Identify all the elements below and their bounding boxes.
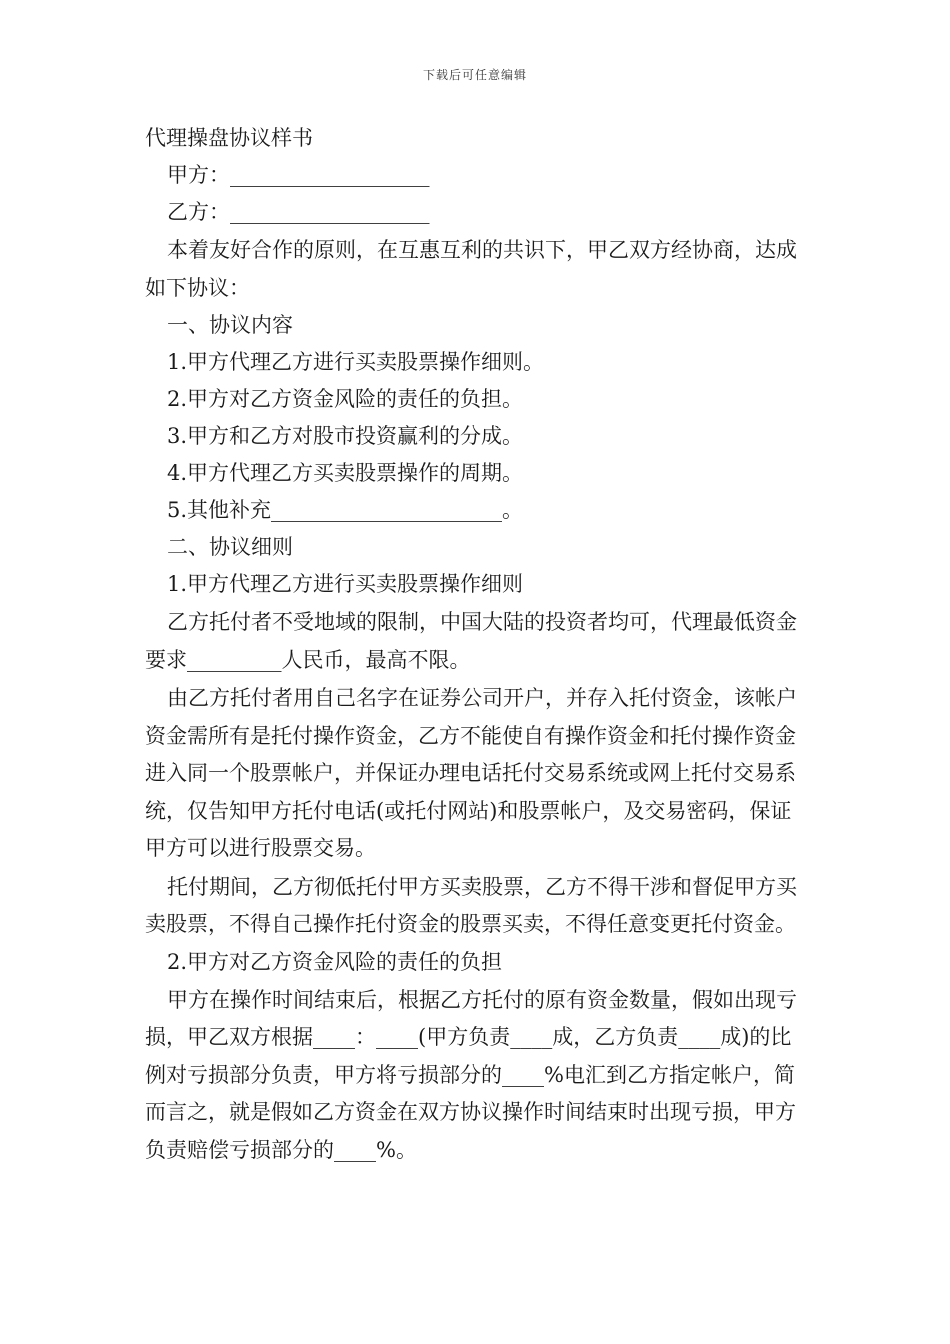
preamble-paragraph: 本着友好合作的原则，在互惠互利的共识下，甲乙双方经协商，达成如下协议： bbox=[145, 238, 797, 300]
subsection-2-paragraph: 甲方在操作时间结束后，根据乙方托付的原有资金数量，假如出现亏损，甲乙双方根据____：____(甲方负责____成，乙方负责____成)的比例对亏损部分负责，甲方将亏损部分的____%电汇到乙方指定帐户，简而言之，就是假如乙方资金在双方协议操作时间结束时出现亏损，甲方负责赔偿亏损部分的____%。 bbox=[145, 987, 797, 1162]
section-1-heading: 一、协议内容 bbox=[167, 313, 293, 337]
page-header: 下载后可任意编辑 bbox=[422, 68, 527, 82]
subsection-1-paragraph: 托付期间，乙方彻低托付甲方买卖股票，乙方不得干涉和督促甲方买卖股票，不得自己操作托付资金的股票买卖，不得任意变更托付资金。 bbox=[145, 874, 797, 936]
section-2-heading: 二、协议细则 bbox=[167, 535, 293, 559]
subsection-2-heading: 2.甲方对乙方资金风险的责任的负担 bbox=[167, 949, 503, 974]
section-1-item: 4.甲方代理乙方买卖股票操作的周期。 bbox=[167, 461, 524, 485]
subsection-1-heading: 1.甲方代理乙方进行买卖股票操作细则 bbox=[167, 572, 524, 596]
document-body bbox=[145, 120, 807, 1169]
section-1-item: 5.其他补充______________________。 bbox=[167, 498, 524, 522]
section-1-item: 2.甲方对乙方资金风险的责任的负担。 bbox=[167, 387, 524, 411]
document-title: 代理操盘协议样书 bbox=[145, 126, 313, 150]
party-a-line: 甲方：___________________ bbox=[167, 163, 430, 187]
party-b-line: 乙方：___________________ bbox=[167, 200, 430, 224]
section-1-item: 1.甲方代理乙方进行买卖股票操作细则。 bbox=[167, 350, 545, 374]
subsection-1-paragraph: 由乙方托付者用自己名字在证券公司开户，并存入托付资金，该帐户资金需所有是托付操作资金，乙方不能使自有操作资金和托付操作资金进入同一个股票帐户，并保证办理电话托付交易系统或网上托付交易系统，仅告知甲方托付电话(或托付网站)和股票帐户，及交易密码，保证甲方可以进行股票交易。 bbox=[145, 686, 797, 860]
section-1-item: 3.甲方和乙方对股市投资赢利的分成。 bbox=[167, 424, 524, 448]
subsection-1-paragraph: 乙方托付者不受地域的限制，中国大陆的投资者均可，代理最低资金要求_________人民币，最高不限。 bbox=[145, 610, 797, 672]
